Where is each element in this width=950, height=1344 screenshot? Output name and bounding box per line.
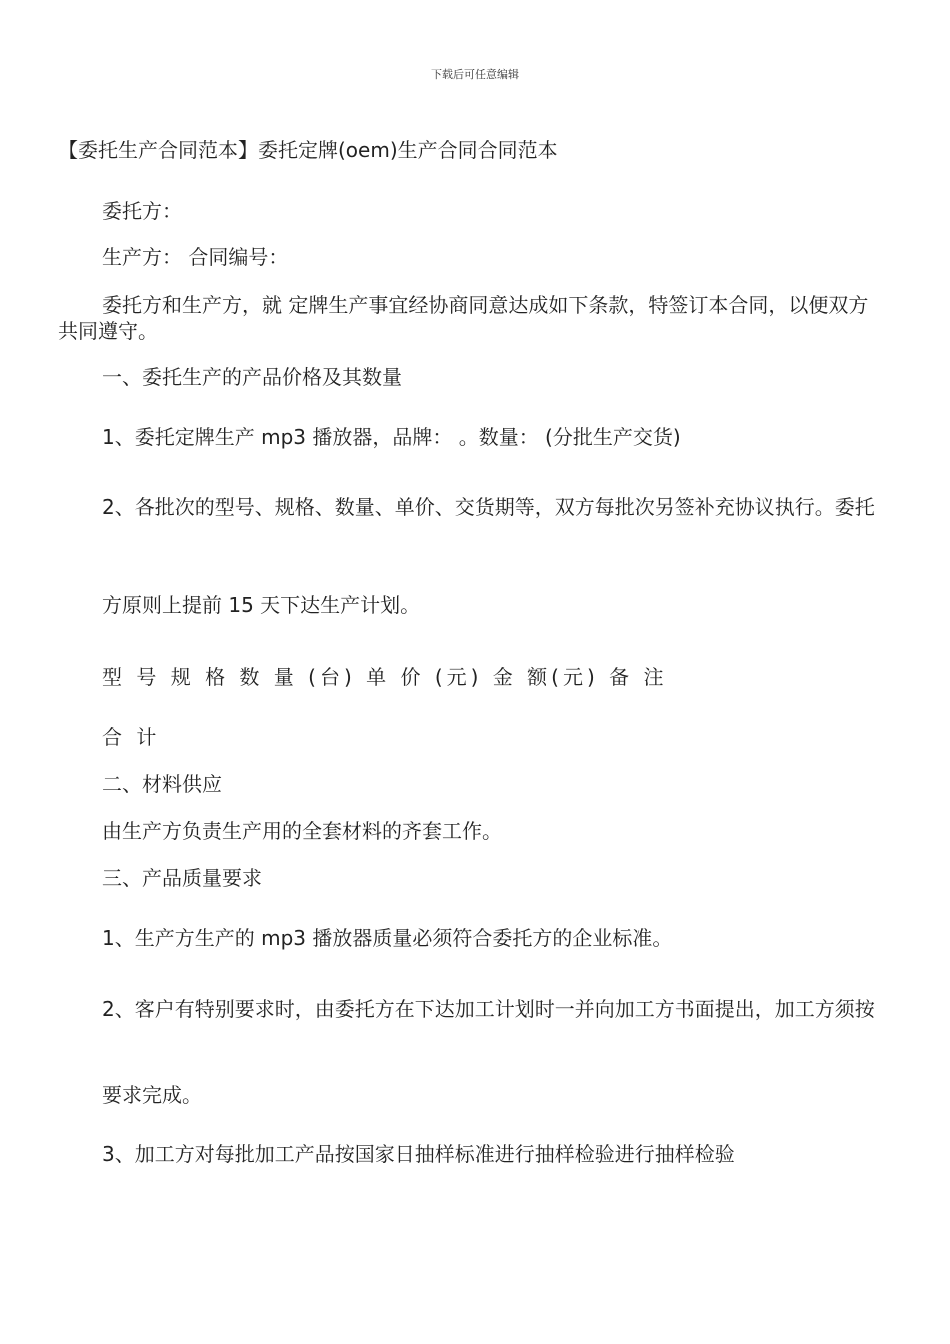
header-note: 下载后可任意编辑 [431,68,519,81]
paragraph-entrusting-party: 委托方： [102,199,182,223]
clause-1-2: 2、各批次的型号、规格、数量、单价、交货期等，双方每批次另签补充协议执行。委托 [102,495,875,519]
clause-1-1: 1、委托定牌生产 mp3 播放器，品牌： 。数量： (分批生产交货) [102,425,681,449]
clause-3-2: 2、客户有特别要求时，由委托方在下达加工计划时一并向加工方书面提出，加工方须按 [102,997,875,1021]
paragraph-producer-contract-no: 生产方： 合同编号： [102,245,289,269]
section-heading-1: 一、委托生产的产品价格及其数量 [102,365,402,389]
table-total-row: 合 计 [102,725,161,749]
clause-3-3: 3、加工方对每批加工产品按国家日抽样标准进行抽样检验进行抽样检验 [102,1142,735,1166]
paragraph-material-supply: 由生产方负责生产用的全套材料的齐套工作。 [102,819,502,843]
section-heading-3: 三、产品质量要求 [102,866,262,890]
clause-1-2-continued: 方原则上提前 15 天下达生产计划。 [102,593,421,617]
paragraph-agreement-intro: 委托方和生产方，就 定牌生产事宜经协商同意达成如下条款，特签订本合同，以便双方共同遵守。 [58,293,869,343]
table-header-row: 型 号 规 格 数 量 (台) 单 价 (元) 金 额(元) 备 注 [102,665,668,689]
section-heading-2: 二、材料供应 [102,772,222,796]
clause-3-2-continued: 要求完成。 [102,1083,202,1107]
document-title: 【委托生产合同范本】委托定牌(oem)生产合同合同范本 [58,138,558,162]
clause-3-1: 1、生产方生产的 mp3 播放器质量必须符合委托方的企业标准。 [102,926,673,950]
